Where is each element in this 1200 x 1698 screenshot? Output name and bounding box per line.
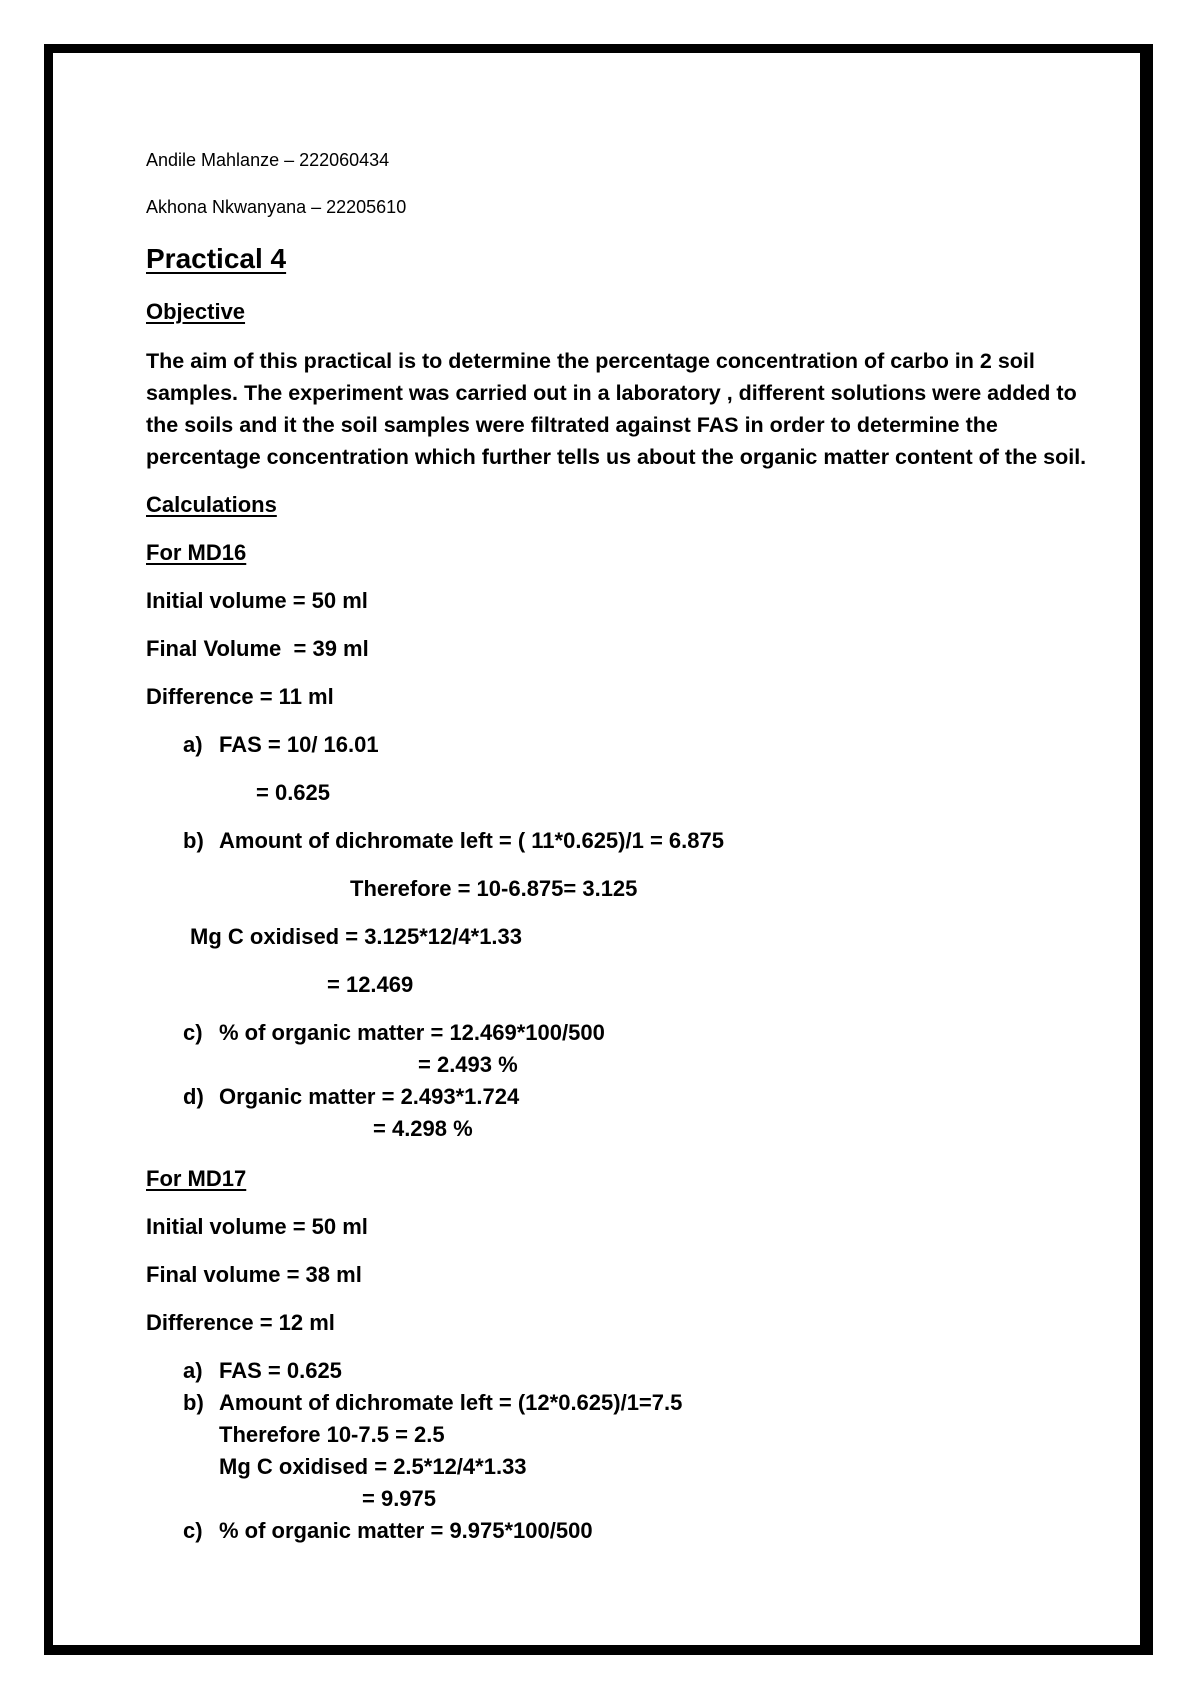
page-title: Practical 4 <box>146 243 287 274</box>
md17-initial-volume: Initial volume = 50 ml <box>146 1214 368 1239</box>
author-1: Andile Mahlanze – 222060434 <box>146 150 390 170</box>
md16-final-volume: Final Volume = 39 ml <box>146 636 369 661</box>
md16-initial-volume: Initial volume = 50 ml <box>146 588 368 613</box>
md16-mg-c-result: = 12.469 <box>327 972 414 997</box>
md16-a-marker: a) <box>183 732 203 757</box>
md17-b-dichromate: Amount of dichromate left = (12*0.625)/1=7.5 <box>219 1390 683 1415</box>
objective-line: the soils and it the soil samples were filtrated against FAS in order to determine the <box>146 413 998 437</box>
md16-heading: For MD16 <box>146 540 247 565</box>
md16-c-result: = 2.493 % <box>418 1052 518 1077</box>
objective-paragraph <box>146 345 1087 473</box>
md17-a-fas: FAS = 0.625 <box>219 1358 342 1383</box>
md16-c-organic-matter-percent: % of organic matter = 12.469*100/500 <box>219 1020 605 1045</box>
md17-final-volume: Final volume = 38 ml <box>146 1262 362 1287</box>
objective-line: percentage concentration which further tells us about the organic matter content of the soil. <box>146 445 1087 469</box>
md16-b-marker: b) <box>183 828 204 853</box>
objective-line: The aim of this practical is to determine the percentage concentration of carbo in 2 soil <box>146 349 1035 373</box>
md16-mg-c-oxidised: Mg C oxidised = 3.125*12/4*1.33 <box>190 924 523 949</box>
md17-c-organic-matter-percent: % of organic matter = 9.975*100/500 <box>219 1518 593 1543</box>
objective-line: samples. The experiment was carried out in a laboratory , different solutions were added to <box>146 381 1077 405</box>
md17-difference: Difference = 12 ml <box>146 1310 335 1335</box>
author-2: Akhona Nkwanyana – 22205610 <box>146 197 407 217</box>
md17-b-marker: b) <box>183 1390 204 1415</box>
calculations-heading: Calculations <box>146 492 277 517</box>
md16-c-marker: c) <box>183 1020 203 1045</box>
md17-b-mg-c-result: = 9.975 <box>362 1486 437 1511</box>
md16-b-therefore: Therefore = 10-6.875= 3.125 <box>350 876 638 901</box>
md16-d-marker: d) <box>183 1084 204 1109</box>
md16-a-fas: FAS = 10/ 16.01 <box>219 732 379 757</box>
objective-heading: Objective <box>146 299 246 324</box>
md16-d-result: = 4.298 % <box>373 1116 473 1141</box>
md16-difference: Difference = 11 ml <box>146 684 334 709</box>
md16-b-dichromate: Amount of dichromate left = ( 11*0.625)/1 = 6.875 <box>219 828 724 853</box>
md16-d-organic-matter: Organic matter = 2.493*1.724 <box>219 1084 520 1109</box>
md17-c-marker: c) <box>183 1518 203 1543</box>
md17-b-mg-c-oxidised: Mg C oxidised = 2.5*12/4*1.33 <box>219 1454 527 1479</box>
md17-b-therefore: Therefore 10-7.5 = 2.5 <box>219 1422 445 1447</box>
md17-heading: For MD17 <box>146 1166 247 1191</box>
md17-a-marker: a) <box>183 1358 203 1383</box>
md16-a-result: = 0.625 <box>256 780 331 805</box>
